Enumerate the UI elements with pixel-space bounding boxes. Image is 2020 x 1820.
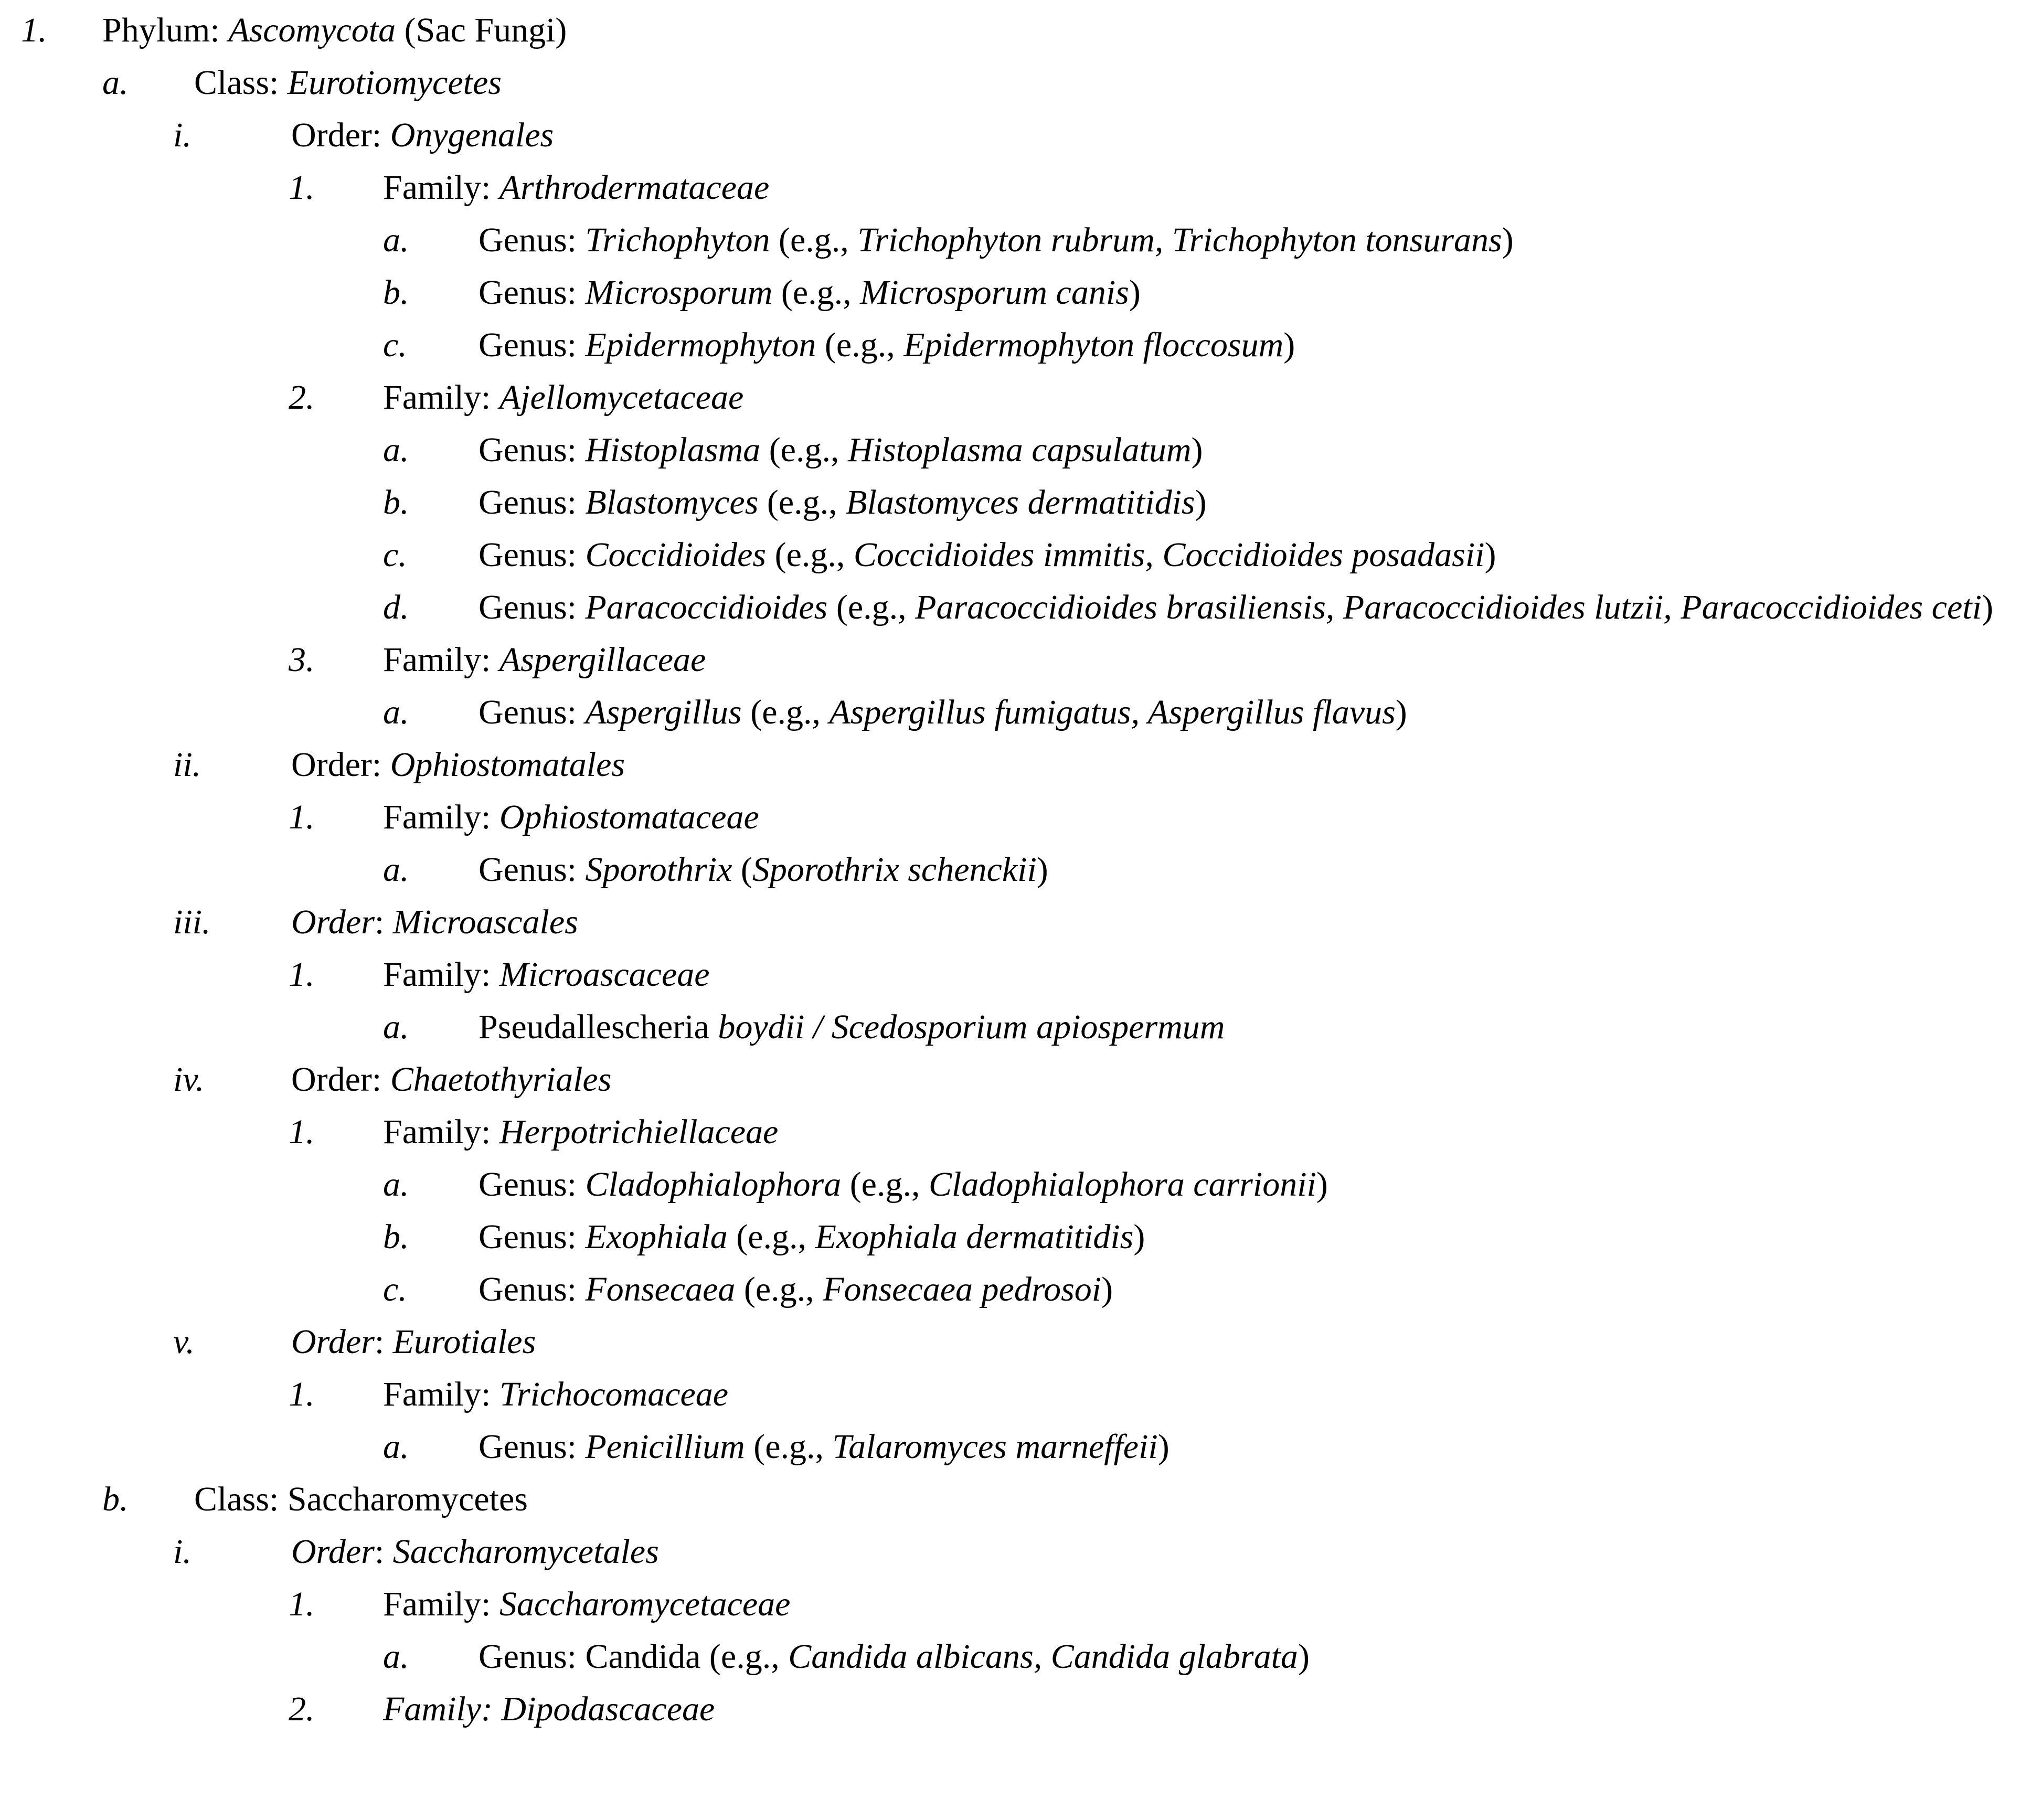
outline-item bbox=[0, 267, 2020, 319]
outline-item-text bbox=[479, 267, 2020, 319]
text-segment: Onygenales bbox=[390, 116, 554, 154]
outline-item-text bbox=[479, 1211, 2020, 1263]
outline-item-text bbox=[291, 739, 2020, 791]
text-segment: ) bbox=[1316, 1165, 1328, 1204]
text-segment: (e.g., bbox=[827, 588, 916, 626]
outline-item-marker: 1. bbox=[289, 1113, 315, 1151]
outline-item bbox=[0, 1473, 2020, 1526]
outline-item-text bbox=[479, 1421, 2020, 1473]
outline-item-text bbox=[383, 1578, 2020, 1631]
outline-item-marker: 1. bbox=[289, 1585, 315, 1623]
text-segment: ) bbox=[1298, 1637, 1310, 1676]
text-segment: Genus: bbox=[479, 588, 586, 626]
outline-item-text bbox=[291, 1526, 2020, 1578]
text-segment: Eurotiales bbox=[392, 1323, 536, 1361]
text-segment: Family: bbox=[383, 1375, 499, 1413]
outline-item bbox=[0, 1526, 2020, 1578]
text-segment: Sporothrix schenckii bbox=[752, 850, 1037, 889]
outline-item-marker: a. bbox=[383, 431, 409, 469]
text-segment: Microascales bbox=[392, 903, 578, 941]
outline-item bbox=[0, 529, 2020, 581]
outline-item-text bbox=[479, 529, 2020, 581]
text-segment: ) bbox=[1036, 850, 1048, 889]
text-segment: Sporothrix bbox=[585, 850, 732, 889]
outline-item bbox=[0, 896, 2020, 949]
outline-item bbox=[0, 162, 2020, 214]
text-segment: Ophiostomataceae bbox=[499, 798, 759, 836]
text-segment: Ascomycota bbox=[228, 11, 396, 49]
text-segment: ) bbox=[1283, 326, 1295, 364]
outline-item bbox=[0, 1683, 2020, 1736]
text-segment: Pseudallescheria bbox=[479, 1008, 718, 1046]
outline-item bbox=[0, 109, 2020, 162]
outline-item-marker: iv. bbox=[173, 1060, 205, 1099]
text-segment: ) bbox=[1484, 536, 1496, 574]
outline-item-marker: i. bbox=[173, 1532, 192, 1571]
outline-item-marker: i. bbox=[173, 116, 192, 154]
text-segment: Fonsecaea pedrosoi bbox=[823, 1270, 1102, 1308]
outline-item-marker: a. bbox=[383, 1008, 409, 1046]
text-segment: Genus: bbox=[479, 1428, 586, 1466]
text-segment: ) bbox=[1191, 431, 1203, 469]
text-segment: Order: bbox=[291, 116, 390, 154]
text-segment: Paracoccidioides brasiliensis, Paracoccidioides lutzii, Paracoccidioides ceti bbox=[915, 588, 1982, 626]
outline-item-text bbox=[291, 109, 2020, 162]
text-segment: Ajellomycetaceae bbox=[499, 378, 744, 417]
outline-item-text bbox=[479, 1631, 2020, 1683]
text-segment: (e.g., bbox=[766, 536, 854, 574]
text-segment: Family: bbox=[383, 168, 499, 207]
text-segment: ) bbox=[1502, 221, 1514, 259]
text-segment: (e.g., bbox=[727, 1218, 815, 1256]
text-segment: ) bbox=[1195, 483, 1207, 521]
text-segment: Genus: bbox=[479, 273, 586, 312]
text-segment: Aspergillus fumigatus, Aspergillus flavus bbox=[829, 693, 1396, 731]
text-segment: : bbox=[374, 1532, 393, 1571]
text-segment: Herpotrichiellaceae bbox=[499, 1113, 779, 1151]
text-segment: Ophiostomatales bbox=[390, 746, 625, 784]
outline-item-text bbox=[383, 1368, 2020, 1421]
text-segment: Genus: bbox=[479, 693, 586, 731]
outline-item-marker: b. bbox=[383, 1218, 409, 1256]
text-segment: Family: bbox=[383, 1113, 499, 1151]
outline-item bbox=[0, 4, 2020, 57]
text-segment: ) bbox=[1981, 588, 1993, 626]
outline-item-text bbox=[479, 476, 2020, 529]
text-segment: Aspergillus bbox=[585, 693, 742, 731]
outline-item-marker: 1. bbox=[289, 955, 315, 994]
text-segment: Trichocomaceae bbox=[499, 1375, 729, 1413]
outline-item bbox=[0, 1316, 2020, 1368]
outline-item-marker: 1. bbox=[289, 1375, 315, 1413]
text-segment: Family: bbox=[383, 798, 499, 836]
outline-item-text bbox=[383, 949, 2020, 1001]
outline-item-text bbox=[479, 581, 2000, 634]
text-segment: Order: bbox=[291, 1060, 390, 1099]
text-segment: Order bbox=[291, 1532, 375, 1571]
text-segment: Class: bbox=[194, 63, 288, 102]
outline-item-text bbox=[479, 1001, 2020, 1053]
text-segment: Order: bbox=[291, 746, 390, 784]
text-segment: ) bbox=[1101, 1270, 1113, 1308]
outline-item bbox=[0, 1211, 2020, 1263]
text-segment: Exophiala dermatitidis bbox=[815, 1218, 1134, 1256]
outline-item bbox=[0, 1421, 2020, 1473]
outline-item bbox=[0, 739, 2020, 791]
outline-item bbox=[0, 949, 2020, 1001]
text-segment: Blastomyces dermatitidis bbox=[846, 483, 1195, 521]
text-segment: Microascaceae bbox=[499, 955, 710, 994]
outline-item-marker: b. bbox=[383, 273, 409, 312]
outline-item bbox=[0, 57, 2020, 109]
text-segment: (e.g., bbox=[772, 273, 860, 312]
text-segment: (e.g., bbox=[758, 483, 846, 521]
text-segment: Genus: bbox=[479, 326, 586, 364]
outline-item-marker: a. bbox=[383, 1428, 409, 1466]
outline-item-marker: 1. bbox=[21, 11, 47, 49]
outline-item-text bbox=[383, 1683, 2020, 1736]
outline-item-marker: a. bbox=[383, 693, 409, 731]
outline-item-text bbox=[383, 162, 2020, 214]
text-segment: Genus: bbox=[479, 221, 586, 259]
text-segment: Family: bbox=[383, 378, 499, 417]
outline-item bbox=[0, 476, 2020, 529]
outline-item-text bbox=[291, 1316, 2020, 1368]
outline-item-marker: a. bbox=[383, 221, 409, 259]
text-segment: Genus: bbox=[479, 1165, 586, 1204]
text-segment: (e.g., bbox=[735, 1270, 823, 1308]
text-segment: Microsporum bbox=[585, 273, 773, 312]
outline-item-marker: b. bbox=[102, 1480, 129, 1518]
outline-item bbox=[0, 1263, 2020, 1316]
text-segment: ( bbox=[732, 850, 752, 889]
text-segment: Histoplasma capsulatum bbox=[847, 431, 1192, 469]
text-segment: Trichophyton rubrum, Trichophyton tonsurans bbox=[857, 221, 1502, 259]
outline-item bbox=[0, 371, 2020, 424]
outline-item bbox=[0, 844, 2020, 896]
text-segment: Genus: bbox=[479, 483, 586, 521]
outline-item-marker: a. bbox=[383, 850, 409, 889]
outline-item-marker: a. bbox=[102, 63, 129, 102]
text-segment: Candida albicans, Candida glabrata bbox=[788, 1637, 1298, 1676]
text-segment: ) bbox=[1157, 1428, 1170, 1466]
text-segment: Talaromyces marneffeii bbox=[832, 1428, 1158, 1466]
outline-item bbox=[0, 1578, 2020, 1631]
text-segment: Blastomyces bbox=[585, 483, 759, 521]
outline-item-text bbox=[479, 424, 2020, 476]
outline-item bbox=[0, 1001, 2020, 1053]
text-segment: Histoplasma bbox=[585, 431, 761, 469]
text-segment: Genus: bbox=[479, 1270, 586, 1308]
outline-item bbox=[0, 1631, 2020, 1683]
outline-item-text bbox=[383, 1106, 2020, 1158]
text-segment: Cladophialophora bbox=[585, 1165, 842, 1204]
text-segment: Genus: bbox=[479, 431, 586, 469]
outline-item bbox=[0, 1368, 2020, 1421]
text-segment: Penicillium bbox=[585, 1428, 745, 1466]
outline-item-text bbox=[479, 1158, 2020, 1211]
outline-item-text bbox=[194, 57, 2020, 109]
outline-item-marker: c. bbox=[383, 1270, 407, 1308]
text-segment: ) bbox=[1129, 273, 1141, 312]
outline-item-text bbox=[291, 1053, 2020, 1106]
outline-item bbox=[0, 214, 2020, 267]
text-segment: Saccharomycetaceae bbox=[499, 1585, 791, 1623]
outline-item bbox=[0, 424, 2020, 476]
text-segment: Eurotiomycetes bbox=[287, 63, 502, 102]
text-segment: Coccidioides immitis, Coccidioides posadasii bbox=[853, 536, 1485, 574]
text-segment: Exophiala bbox=[585, 1218, 728, 1256]
text-segment: (Sac Fungi) bbox=[396, 11, 567, 49]
text-segment: Microsporum canis bbox=[860, 273, 1129, 312]
text-segment: Phylum: bbox=[102, 11, 229, 49]
outline-item bbox=[0, 634, 2020, 686]
outline-item bbox=[0, 1053, 2020, 1106]
text-segment: Family: bbox=[383, 641, 499, 679]
text-segment: Epidermophyton floccosum bbox=[903, 326, 1284, 364]
text-segment: : bbox=[374, 903, 393, 941]
outline-item-text bbox=[479, 686, 2020, 739]
text-segment: ) bbox=[1133, 1218, 1145, 1256]
text-segment: Arthrodermataceae bbox=[499, 168, 770, 207]
outline-item-text bbox=[479, 844, 2020, 896]
outline-item-marker: ii. bbox=[173, 746, 201, 784]
outline-item bbox=[0, 319, 2020, 371]
outline-item-marker: a. bbox=[383, 1165, 409, 1204]
outline-item-text bbox=[479, 319, 2020, 371]
outline-item-text bbox=[383, 371, 2020, 424]
text-segment: Epidermophyton bbox=[585, 326, 816, 364]
text-segment: Family: bbox=[383, 955, 499, 994]
outline-item-marker: v. bbox=[173, 1323, 195, 1361]
outline-item-text bbox=[291, 896, 2020, 949]
text-segment: Genus: bbox=[479, 1218, 586, 1256]
text-segment: : bbox=[374, 1323, 393, 1361]
outline-item-marker: c. bbox=[383, 326, 407, 364]
text-segment: (e.g., bbox=[741, 693, 830, 731]
outline-item-marker: 1. bbox=[289, 168, 315, 207]
text-segment: Fonsecaea bbox=[585, 1270, 736, 1308]
text-segment: (e.g., bbox=[745, 1428, 833, 1466]
outline-item-text bbox=[479, 214, 2020, 267]
text-segment: boydii / Scedosporium apiospermum bbox=[718, 1008, 1225, 1046]
outline-item-text bbox=[383, 634, 2020, 686]
outline-item bbox=[0, 1106, 2020, 1158]
text-segment: Trichophyton bbox=[585, 221, 770, 259]
text-segment: (e.g., bbox=[760, 431, 848, 469]
outline-item bbox=[0, 791, 2020, 844]
outline-item-marker: b. bbox=[383, 483, 409, 521]
outline-item-marker: d. bbox=[383, 588, 409, 626]
outline-item-text bbox=[479, 1263, 2020, 1316]
text-segment: Order bbox=[291, 1323, 375, 1361]
outline-item-marker: a. bbox=[383, 1637, 409, 1676]
outline-item-marker: 2. bbox=[289, 1690, 315, 1728]
outline-item-text bbox=[383, 791, 2020, 844]
text-segment: Genus: bbox=[479, 536, 586, 574]
outline-item-marker: 2. bbox=[289, 378, 315, 417]
text-segment: (e.g., bbox=[816, 326, 904, 364]
outline-item bbox=[0, 1158, 2020, 1211]
text-segment: Cladophialophora carrionii bbox=[928, 1165, 1316, 1204]
outline-item-marker: 3. bbox=[289, 641, 315, 679]
text-segment: Genus: Candida (e.g., bbox=[479, 1637, 789, 1676]
text-segment: Paracoccidioides bbox=[585, 588, 828, 626]
outline-item-text bbox=[194, 1473, 2020, 1526]
outline-item-text bbox=[102, 4, 2020, 57]
text-segment: Aspergillaceae bbox=[499, 641, 706, 679]
text-segment: Family: bbox=[383, 1585, 499, 1623]
text-segment: (e.g., bbox=[841, 1165, 929, 1204]
outline-item-marker: c. bbox=[383, 536, 407, 574]
text-segment: Saccharomycetales bbox=[392, 1532, 659, 1571]
outline-item bbox=[0, 581, 2020, 634]
text-segment: Family: Dipodascaceae bbox=[383, 1690, 715, 1728]
outline-item-marker: iii. bbox=[173, 903, 211, 941]
text-segment: Coccidioides bbox=[585, 536, 767, 574]
text-segment: (e.g., bbox=[770, 221, 858, 259]
outline-item bbox=[0, 686, 2020, 739]
text-segment: Chaetothyriales bbox=[390, 1060, 612, 1099]
text-segment: Genus: bbox=[479, 850, 586, 889]
text-segment: ) bbox=[1395, 693, 1407, 731]
text-segment: Class: Saccharomycetes bbox=[194, 1480, 528, 1518]
text-segment: Order bbox=[291, 903, 375, 941]
outline-item-marker: 1. bbox=[289, 798, 315, 836]
